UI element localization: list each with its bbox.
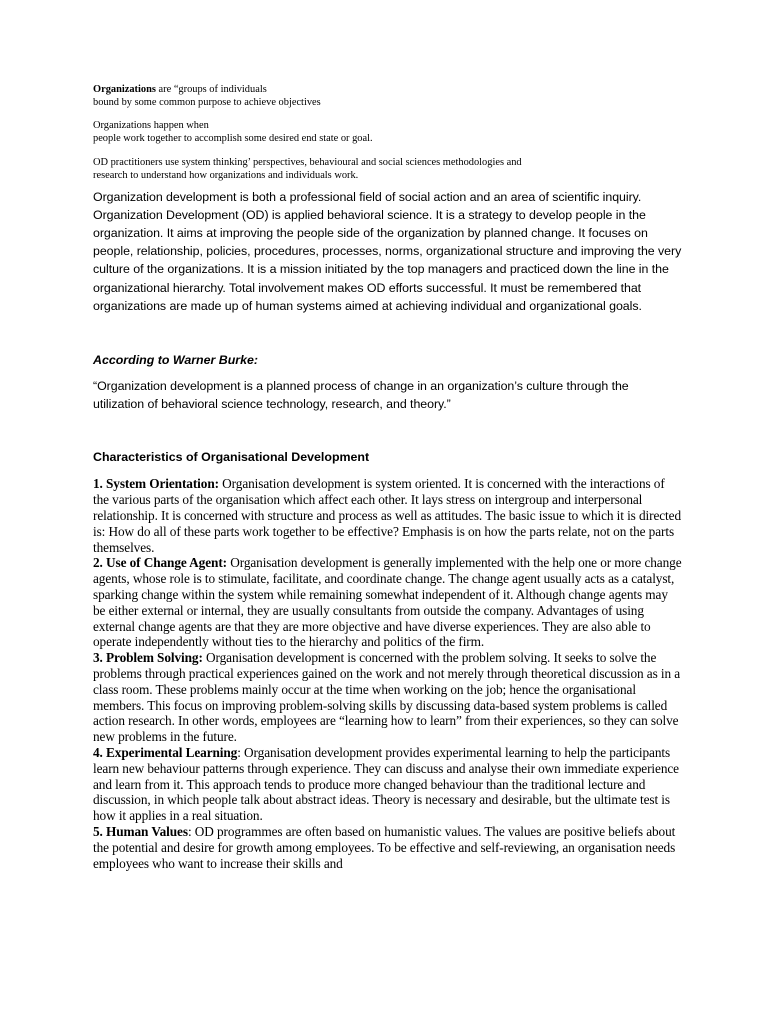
practitioners-line-2: research to understand how organizations and individuals work. bbox=[93, 169, 359, 181]
characteristic-title: 1. System Orientation: bbox=[93, 476, 219, 492]
characteristic-title: 5. Human Values bbox=[93, 823, 188, 839]
practitioners-line-1: OD practitioners use system thinking’ perspectives, behavioural and social sciences methodologies and bbox=[93, 157, 522, 169]
characteristic-text: Organisation development is generally implemented with the help one or more change agents, whose role is to stimulate, facilitate, and coordinate change. The change agent usually acts as a catalyst, sparking change within the system while remaining somewhat independent of it. Although change agents may be either external or internal, they are usually consultants from outside the company. Advantages of using external change agents are that they are more objective and have diverse experiences. They are also able to operate independently without ties to the hierarchy and politics of the firm. bbox=[93, 555, 682, 650]
definition-line-2: bound by some common purpose to achieve objectives bbox=[93, 96, 321, 108]
definition-term: Organizations bbox=[93, 84, 156, 95]
characteristic-title: 4. Experimental Learning bbox=[93, 744, 238, 760]
characteristic-item bbox=[93, 650, 683, 745]
characteristics-heading: Characteristics of Organisational Development bbox=[93, 450, 370, 465]
characteristic-item bbox=[93, 745, 683, 824]
practitioners-block bbox=[93, 157, 683, 182]
burke-quote bbox=[93, 377, 683, 413]
document-page bbox=[93, 84, 683, 871]
happen-block bbox=[93, 120, 683, 145]
characteristic-title: 3. Problem Solving: bbox=[93, 650, 203, 666]
characteristic-text: Organisation development is concerned with the problem solving. It seeks to solve the problems through practical experiences gained on the work and not merely through theoretical discussion as in a class room. These problems mainly occur at the time when working on the job; hence the organisational members. This focus on improving problem-solving skills by discussing data-based system problems is called action research. In other words, employees are “learning how to learn” from their experiences, so they can solve new problems in the future. bbox=[93, 650, 681, 745]
intro-paragraph bbox=[93, 188, 683, 315]
characteristic-item bbox=[93, 824, 683, 871]
characteristic-title: 2. Use of Change Agent: bbox=[93, 555, 227, 571]
characteristic-item bbox=[93, 555, 683, 650]
characteristic-text: Organisation development is system oriented. It is concerned with the interactions of the various parts of the organisation which affect each other. It lays stress on intergroup and interpersonal relationship. It is concerned with structure and process as well as attitudes. The basic issue to which it is directed is: How do all of these parts work together to be effective? Emphasis is on how the parts relate, not on the parts themselves. bbox=[93, 476, 682, 555]
burke-quote-text: “Organization development is a planned process of change in an organization’s culture through the utilization of behavioral science technology, research, and theory.” bbox=[93, 378, 629, 412]
happen-line-1: Organizations happen when bbox=[93, 120, 209, 132]
definition-line-1-rest: are “groups of individuals bbox=[155, 84, 267, 95]
definition-block bbox=[93, 84, 683, 109]
definition-line-1 bbox=[93, 84, 683, 97]
intro-text: Organization development is both a professional field of social action and an area of scientific inquiry. Organization Development (OD) is applied behavioral science. It is a strategy to develop people in the organization. It aims at improving the people side of the organization by planned change. It focuses on people, relationship, policies, procedures, processes, norms, organizational structure and improving the very culture of the organizations. It is a mission initiated by the top managers and practiced down the line in the organizational hierarchy. Total involvement makes OD efforts successful. It must be remembered that organizations are made up of human systems aimed at achieving individual and organizational goals. bbox=[93, 189, 682, 313]
characteristic-item bbox=[93, 476, 683, 555]
characteristic-text: : Organisation development provides experimental learning to help the participants learn new behaviour patterns through experience. They can discuss and analyse their own immediate experience and learn from it. This approach tends to produce more changed behaviour than the traditional lecture and discussion, in which people talk about abstract ideas. Theory is necessary and desirable, but the ultimate test is how it applies in a real situation. bbox=[93, 744, 679, 824]
characteristic-text: : OD programmes are often based on humanistic values. The values are positive beliefs about the potential and desire for growth among employees. To be effective and self-reviewing, an organisation needs employees who want to increase their skills and bbox=[93, 823, 676, 871]
characteristics-list bbox=[93, 476, 683, 871]
burke-heading: According to Warner Burke: bbox=[93, 352, 259, 367]
happen-line-2: people work together to accomplish some desired end state or goal. bbox=[93, 132, 373, 144]
